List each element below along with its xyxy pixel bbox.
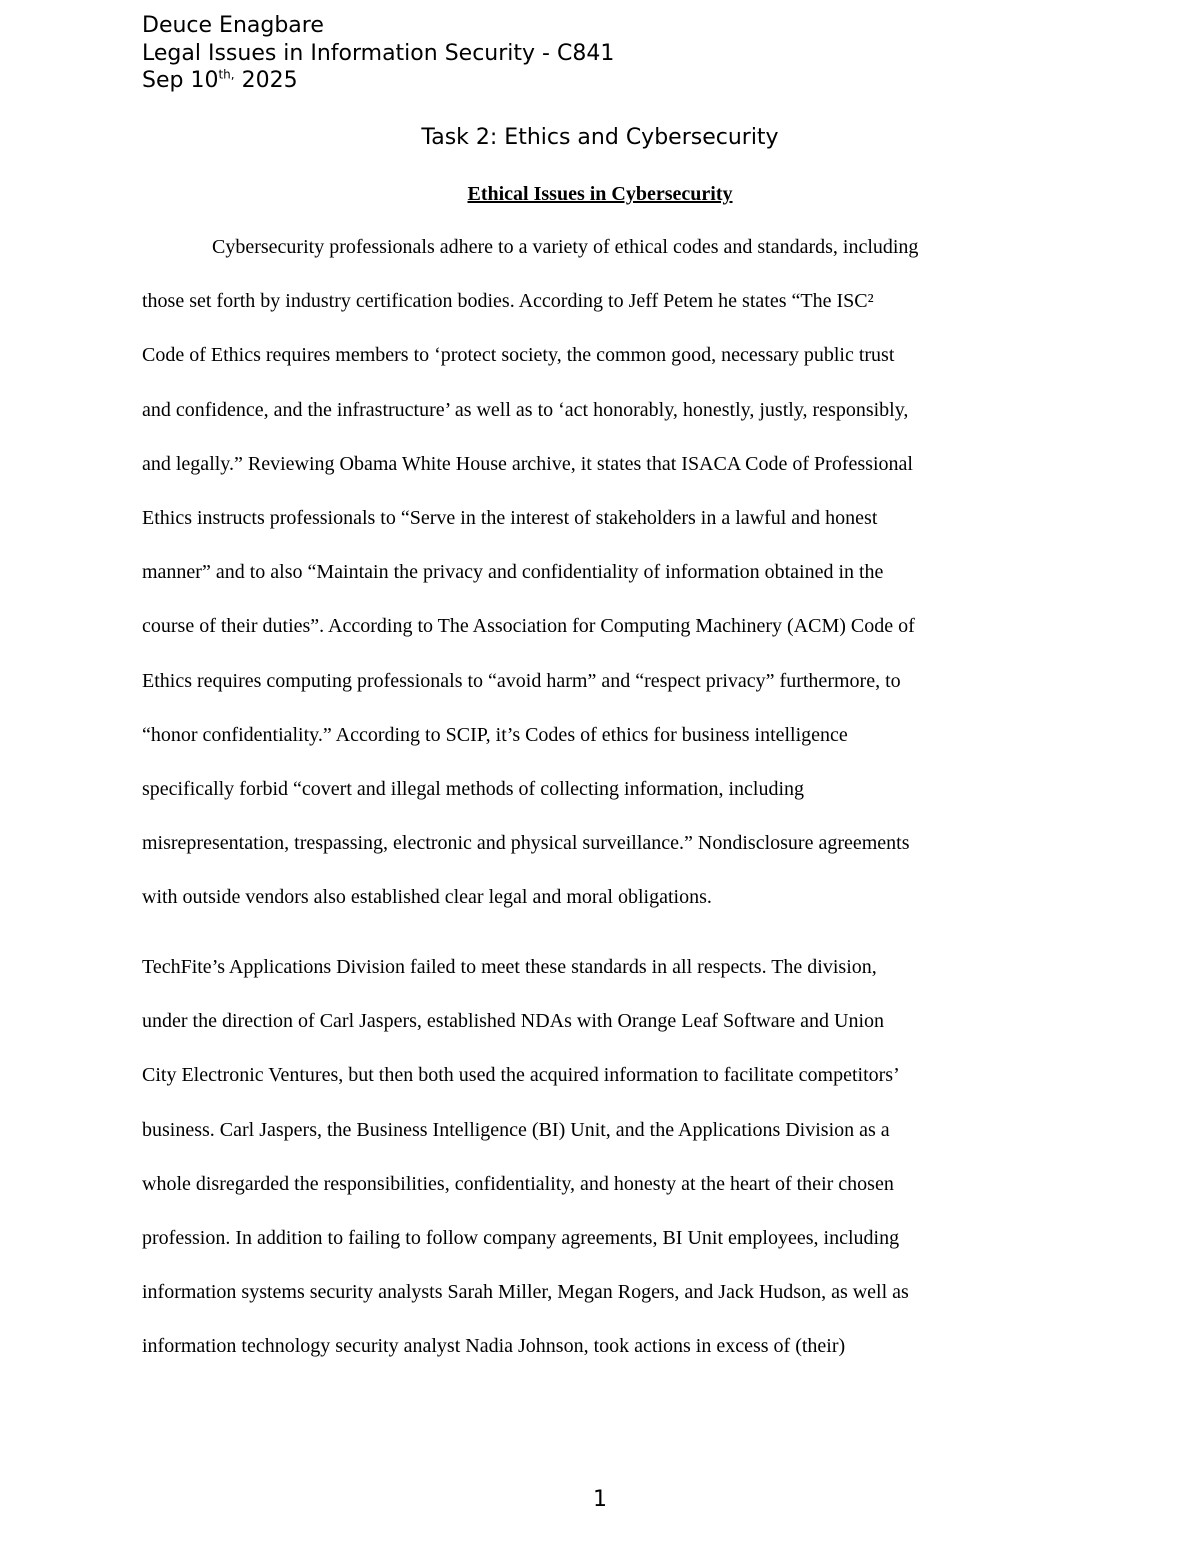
date-prefix: Sep 10 (142, 68, 219, 93)
document-title: Task 2: Ethics and Cybersecurity (421, 125, 779, 150)
paragraph-line: those set forth by industry certification bodies. According to Jeff Petem he states “The ISC² (142, 290, 874, 313)
paragraph-line: “honor confidentiality.” According to SCIP, it’s Codes of ethics for business intelligence (142, 723, 848, 746)
date-superscript: th, (218, 67, 235, 82)
paragraph-line: TechFite’s Applications Division failed to meet these standards in all respects. The division, (142, 956, 877, 978)
paragraph-line: information systems security analysts Sarah Miller, Megan Rogers, and Jack Hudson, as well as (142, 1281, 909, 1304)
paragraph-line: with outside vendors also established clear legal and moral obligations. (142, 886, 712, 909)
date-year: 2025 (234, 68, 298, 93)
paragraph-line: Cybersecurity professionals adhere to a variety of ethical codes and standards, including (212, 236, 919, 258)
paragraph-line: Ethics requires computing professionals to “avoid harm” and “respect privacy” furthermore, to (142, 669, 901, 692)
paragraph-line: profession. In addition to failing to follow company agreements, BI Unit employees, including (142, 1226, 900, 1249)
paragraph-line: misrepresentation, trespassing, electronic and physical surveillance.” Nondisclosure agreements (142, 832, 910, 855)
paragraph-line: and confidence, and the infrastructure’ as well as to ‘act honorably, honestly, justly, responsibly, (142, 398, 909, 421)
paragraph-line: course of their duties”. According to The Association for Computing Machinery (ACM) Code of (142, 615, 915, 638)
paragraph-ethical-codes (142, 234, 1072, 938)
paragraph-line: Code of Ethics requires members to ‘protect society, the common good, necessary public trust (142, 344, 895, 367)
paragraph-techfite (142, 954, 1072, 1388)
paragraph-line: City Electronic Ventures, but then both used the acquired information to facilitate competitors’ (142, 1064, 900, 1087)
paragraph-line: specifically forbid “covert and illegal methods of collecting information, including (142, 777, 805, 800)
paragraph-line: manner” and to also “Maintain the privacy and confidentiality of information obtained in the (142, 561, 884, 584)
paragraph-line: whole disregarded the responsibilities, confidentiality, and honesty at the heart of their chosen (142, 1172, 894, 1195)
paragraph-line: and legally.” Reviewing Obama White House archive, it states that ISACA Code of Professional (142, 452, 913, 475)
paragraph-line: under the direction of Carl Jaspers, established NDAs with Orange Leaf Software and Union (142, 1010, 885, 1033)
author-name: Deuce Enagbare (142, 13, 324, 38)
submission-date (142, 67, 614, 95)
page-number: 1 (593, 1487, 607, 1512)
course-name: Legal Issues in Information Security - C841 (142, 40, 615, 66)
document-header (142, 12, 614, 95)
paragraph-line: business. Carl Jaspers, the Business Intelligence (BI) Unit, and the Applications Division as a (142, 1118, 890, 1141)
paragraph-line: information technology security analyst Nadia Johnson, took actions in excess of (their) (142, 1335, 846, 1358)
section-heading: Ethical Issues in Cybersecurity (467, 183, 733, 205)
paragraph-line: Ethics instructs professionals to “Serve in the interest of stakeholders in a lawful and honest (142, 506, 878, 529)
